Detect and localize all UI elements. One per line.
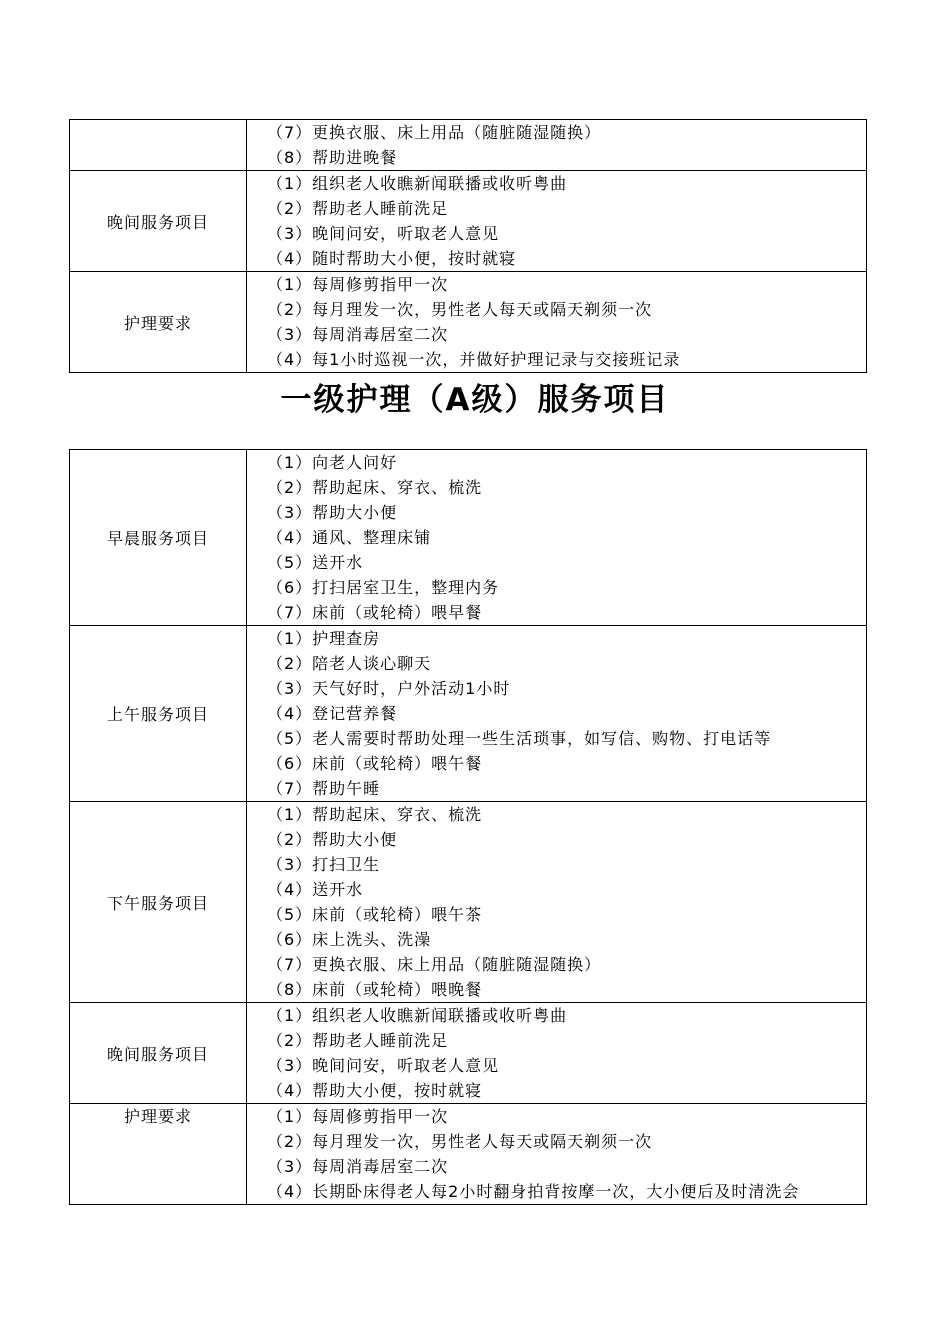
- category-cell: 上午服务项目: [70, 626, 247, 802]
- list-item: （4）送开水: [267, 880, 364, 899]
- list-item: （2）每月理发一次，男性老人每天或隔天剃须一次: [267, 300, 653, 319]
- list-item: （5）老人需要时帮助处理一些生活琐事，如写信、购物、打电话等: [267, 729, 772, 748]
- table-row: [70, 171, 867, 272]
- category-cell: 护理要求: [70, 272, 247, 373]
- list-item: （3）打扫卫生: [267, 855, 381, 874]
- list-item: （4）帮助大小便，按时就寝: [267, 1081, 483, 1100]
- list-item: （2）陪老人谈心聊天: [267, 654, 432, 673]
- category-cell: 晚间服务项目: [70, 171, 247, 272]
- list-item: （2）每月理发一次，男性老人每天或隔天剃须一次: [267, 1132, 653, 1151]
- list-item: （5）送开水: [267, 553, 364, 572]
- list-item: （3）晚间问安，听取老人意见: [267, 1056, 500, 1075]
- list-item: （3）天气好时，户外活动1小时: [267, 679, 511, 698]
- list-item: （7）更换衣服、床上用品（随脏随湿随换）: [267, 123, 602, 142]
- list-item: （4）登记营养餐: [267, 704, 398, 723]
- items-cell: [247, 626, 867, 802]
- list-item: （2）帮助大小便: [267, 830, 398, 849]
- table-row: [70, 1003, 867, 1104]
- list-item: （3）每周消毒居室二次: [267, 325, 449, 344]
- items-cell: [247, 1104, 867, 1205]
- list-item: （1）每周修剪指甲一次: [267, 275, 449, 294]
- list-item: （1）每周修剪指甲一次: [267, 1107, 449, 1126]
- list-item: （3）帮助大小便: [267, 503, 398, 522]
- list-item: （1）护理查房: [267, 629, 381, 648]
- list-item: （2）帮助老人睡前洗足: [267, 1031, 449, 1050]
- items-cell: [247, 120, 867, 171]
- list-item: （4）随时帮助大小便，按时就寝: [267, 249, 517, 268]
- list-item: （5）床前（或轮椅）喂午茶: [267, 905, 483, 924]
- list-item: （1）向老人问好: [267, 453, 398, 472]
- list-item: （6）床上洗头、洗澡: [267, 930, 432, 949]
- level1-care-table: [69, 449, 867, 1205]
- list-item: （1）组织老人收瞧新闻联播或收听粤曲: [267, 1006, 568, 1025]
- list-item: （7）更换衣服、床上用品（随脏随湿随换）: [267, 955, 602, 974]
- list-item: （3）晚间问安，听取老人意见: [267, 224, 500, 243]
- section-title: 一级护理（A级）服务项目: [280, 382, 670, 418]
- list-item: （8）床前（或轮椅）喂晚餐: [267, 980, 483, 999]
- items-cell: [247, 802, 867, 1003]
- table-row: [70, 1104, 867, 1205]
- list-item: （2）帮助起床、穿衣、梳洗: [267, 478, 483, 497]
- list-item: （4）通风、整理床铺: [267, 528, 432, 547]
- list-item: （7）床前（或轮椅）喂早餐: [267, 603, 483, 622]
- items-cell: [247, 450, 867, 626]
- table-row: [70, 120, 867, 171]
- list-item: （7）帮助午睡: [267, 779, 381, 798]
- table-row: [70, 450, 867, 626]
- list-item: （4）每1小时巡视一次，并做好护理记录与交接班记录: [267, 350, 681, 369]
- items-cell: [247, 272, 867, 373]
- category-cell: 晚间服务项目: [70, 1003, 247, 1104]
- category-cell: 下午服务项目: [70, 802, 247, 1003]
- category-cell: 护理要求: [70, 1104, 247, 1205]
- list-item: （1）组织老人收瞧新闻联播或收听粤曲: [267, 174, 568, 193]
- list-item: （2）帮助老人睡前洗足: [267, 199, 449, 218]
- table-row: [70, 626, 867, 802]
- list-item: （4）长期卧床得老人每2小时翻身拍背按摩一次，大小便后及时清洗会: [267, 1182, 800, 1201]
- list-item: （8）帮助进晚餐: [267, 148, 398, 167]
- category-cell: [70, 120, 247, 171]
- table-row: [70, 802, 867, 1003]
- items-cell: [247, 171, 867, 272]
- continued-care-table: [69, 119, 867, 373]
- list-item: （6）床前（或轮椅）喂午餐: [267, 754, 483, 773]
- category-cell: 早晨服务项目: [70, 450, 247, 626]
- list-item: （1）帮助起床、穿衣、梳洗: [267, 805, 483, 824]
- items-cell: [247, 1003, 867, 1104]
- table-row: [70, 272, 867, 373]
- list-item: （6）打扫居室卫生，整理内务: [267, 578, 500, 597]
- list-item: （3）每周消毒居室二次: [267, 1157, 449, 1176]
